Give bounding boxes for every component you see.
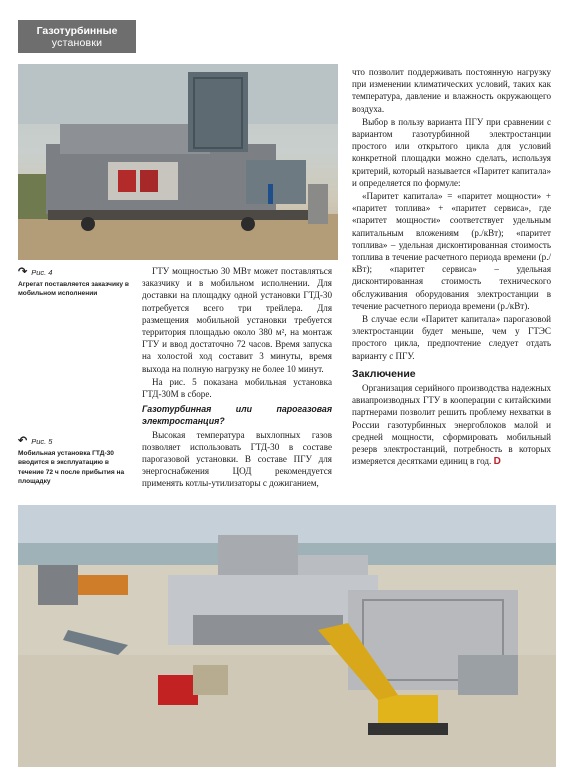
figure-5-caption — [18, 437, 130, 487]
paragraph — [352, 382, 551, 468]
figure-5-photo — [18, 505, 556, 767]
figure-pointer-icon: ↶ — [18, 435, 28, 447]
formula-paragraph: «Паритет капитала» = «паритет мощности» + «паритет топлива» + «паритет сервиса», где «паритет мощности» соответствует удельным капитальным вложениям (р./кВт); «паритет топлива» – удельная дисконтированная стоимость топлива в течение расчетного периода времени (р./кВт); «паритет сервиса» – удельная дисконтированная стоимость технического обслуживания оборудования электростанции в течение расчетного периода времени (р./кВт). — [352, 191, 551, 311]
paragraph: ГТУ мощностью 30 МВт может поставляться заказчику и в мобильном исполнении. Для доставки на площадку одной установки ГТД-30 потребуется всего три трейлера. Для размещения мобильной установки требуется территория площадью около 380 м², на монтаж ГТУ и ввод достаточно 72 часов. Время запуска на холостой ход составит 3 минуты, время выхода на полную нагрузку не более 10 минут. — [142, 266, 332, 374]
section-title-line2: установки — [51, 37, 103, 49]
section-title-line1: Газотурбинные — [36, 25, 118, 37]
section-header — [18, 20, 136, 53]
conclusion-text: Организация серийного производства надежных авиапроизводных ГТУ в кооперации с китайскими партнерами позволит решить проблему нехватки в России газотурбинных энергоблоков малой и средней мощности, сформировать мобильный резерв электростанций, потребность в которых измеряется десятками единиц в год. — [352, 383, 551, 467]
article-column-2 — [352, 66, 551, 470]
article-column-1 — [142, 265, 332, 491]
paragraph: что позволит поддерживать постоянную нагрузку при изменении климатических условий, таких как температура, давление и влажность окружающего воздуха. — [352, 67, 551, 114]
figure-pointer-icon: ↷ — [18, 266, 28, 278]
conclusion-heading: Заключение — [352, 367, 416, 380]
subheading: Газотурбинная или парогазовая электростанция? — [142, 404, 332, 427]
figure-5-text: Мобильная установка ГТД-30 вводится в эксплуатацию в течение 72 ч после прибытия на площадку — [18, 449, 125, 485]
figure-5-label: Рис. 5 — [31, 437, 53, 446]
paragraph: На рис. 5 показана мобильная установка ГТД-30М в сборе. — [142, 376, 332, 400]
figure-4-label: Рис. 4 — [31, 268, 53, 277]
figure-4-text: Агрегат поставляется заказчику в мобильном исполнении — [18, 280, 129, 297]
paragraph: Выбор в пользу варианта ПГУ при сравнении с вариантом газотурбинной электростанции простого или открытого цикла для условий конкретной площадки можно сделать, используя критерий, который называется «Паритет капитала» и определяется по формуле: — [352, 116, 551, 188]
end-mark-icon: D — [493, 456, 501, 468]
figure-4-photo — [18, 64, 338, 260]
paragraph: В случае если «Паритет капитала» парогазовой электростанции будет меньше, чем у ГТЭС простого цикла, предпочтение следует отдать варианту с ПГУ. — [352, 314, 551, 361]
paragraph: Высокая температура выхлопных газов позволяет использовать ГТД-30 в составе парогазовой установки. В составе ПГУ для энергоснабжения ЦОД рекомендуется применять котлы-утилизаторы с дожиганием, — [142, 429, 332, 489]
figure-4-caption — [18, 268, 130, 299]
